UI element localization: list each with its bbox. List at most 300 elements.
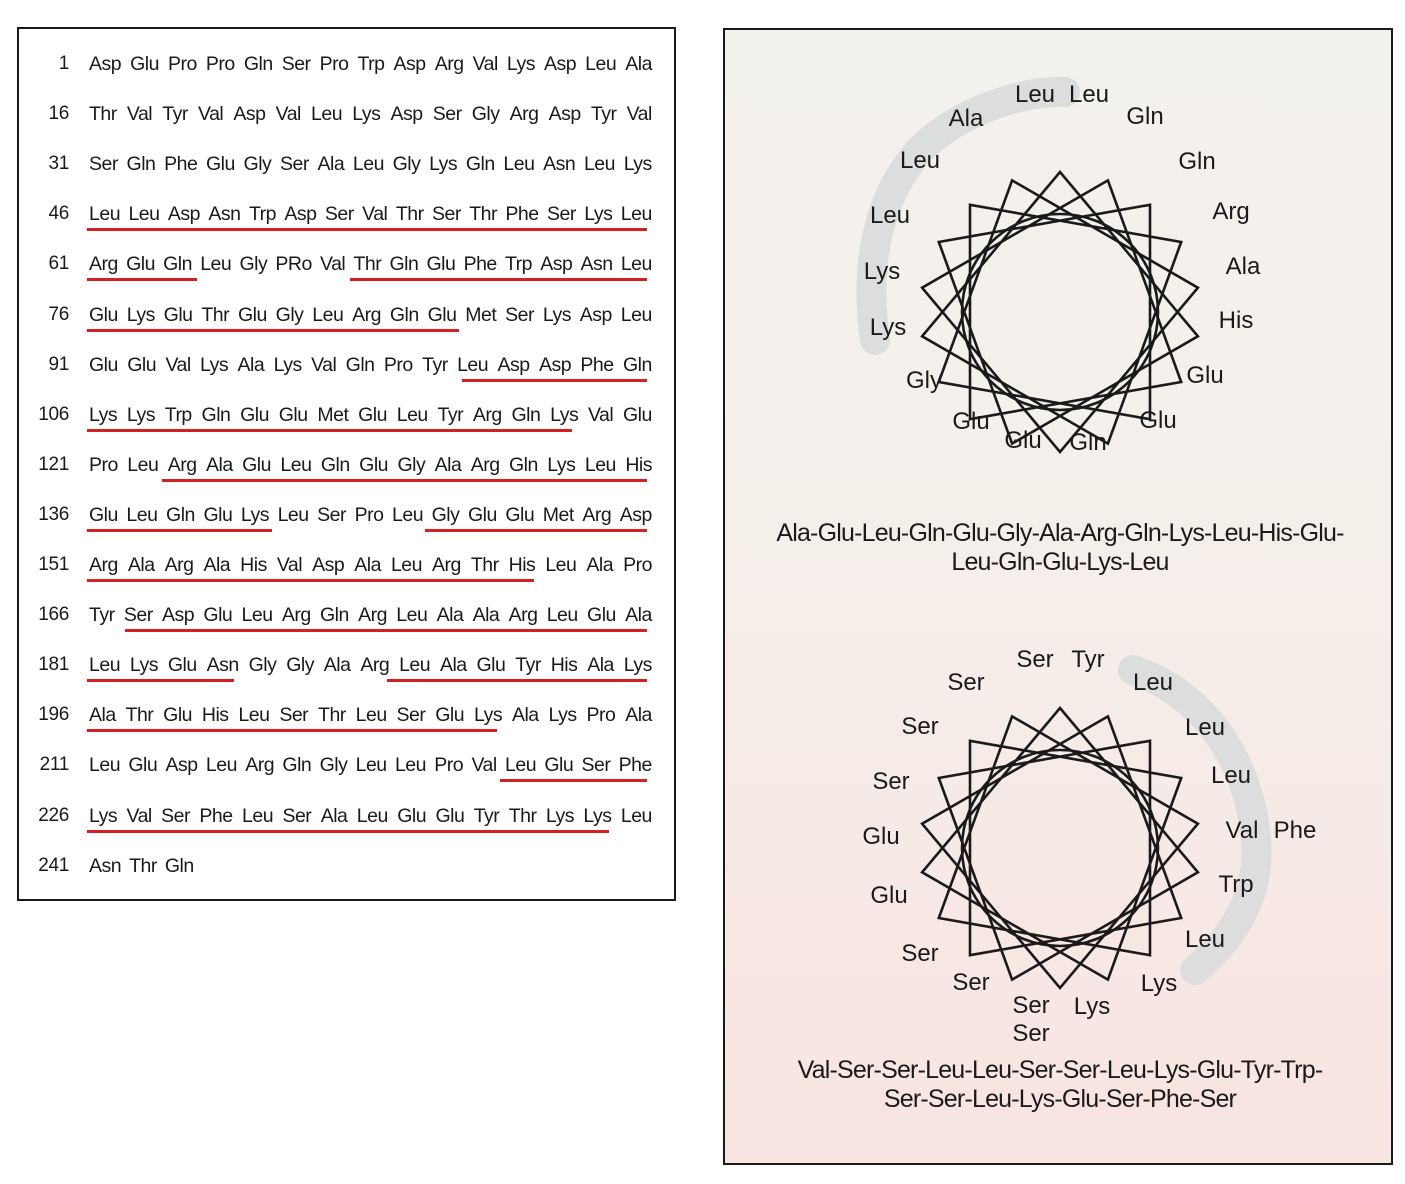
- residue: Asp: [165, 754, 198, 777]
- residue: Glu: [435, 804, 465, 827]
- residue: Gln: [622, 353, 652, 376]
- wheel-2-sequence: [725, 1056, 1395, 1114]
- helix-region-underline: [87, 228, 647, 231]
- residue: Lys: [129, 654, 159, 677]
- residue: Glu: [358, 403, 387, 426]
- residue: Arg: [89, 554, 118, 576]
- helix-region-underline: [350, 278, 647, 281]
- residue: Ser: [431, 203, 461, 226]
- wheel-residue-label: Gln: [1178, 148, 1216, 175]
- sequence-row: [19, 653, 678, 703]
- residue-number: 151: [38, 554, 69, 575]
- residue: Leu: [280, 453, 312, 476]
- residue: Glu: [240, 403, 269, 426]
- residue: Pro: [168, 53, 197, 75]
- residue-number: 211: [39, 754, 69, 776]
- residue: Ser: [281, 53, 311, 75]
- helical-wheel-panel: [723, 28, 1393, 1165]
- residue: Trp: [357, 53, 385, 75]
- residue: Leu: [620, 203, 652, 226]
- helix-region-underline: [462, 379, 647, 382]
- residue: Gly: [471, 103, 500, 126]
- wheel-residue-label: Leu: [1132, 669, 1174, 696]
- residue: Lys: [506, 53, 535, 75]
- residue: Tyr: [437, 403, 464, 426]
- residue-list: [89, 152, 652, 176]
- residue: Ala: [203, 554, 231, 576]
- residue: Glu: [203, 604, 233, 627]
- helix-region-underline: [87, 679, 234, 682]
- residue: Met: [317, 403, 349, 426]
- sequence-row: [19, 553, 678, 603]
- residue: Thr: [129, 854, 157, 877]
- sequence-row: [19, 202, 678, 252]
- residue: Leu: [242, 804, 274, 827]
- residue: Ala: [434, 453, 462, 476]
- residue: Ala: [625, 53, 652, 75]
- residue: Gly: [431, 503, 460, 526]
- residue: Glu: [237, 303, 267, 326]
- residue: Val: [276, 554, 303, 576]
- residue: Arg: [434, 53, 464, 75]
- residue: Gln: [282, 754, 312, 777]
- residue: Gly: [243, 153, 272, 176]
- helical-wheel-2: [862, 646, 1316, 1047]
- residue: Leu: [503, 153, 535, 176]
- residue: Asn: [543, 153, 576, 176]
- residue: Arg: [509, 103, 539, 126]
- residue: Pro: [383, 353, 413, 376]
- residue-list: [89, 202, 652, 226]
- residue: Ala: [320, 804, 348, 827]
- residue: Ala: [354, 554, 381, 576]
- residue-number: 46: [48, 203, 69, 225]
- residue: Thr: [318, 704, 346, 727]
- residue: Lys: [240, 503, 269, 526]
- residue: Thr: [508, 804, 537, 827]
- residue: Val: [626, 103, 652, 126]
- residue: Pro: [319, 53, 349, 75]
- wheel-residue-label: Leu: [1184, 926, 1226, 953]
- residue: Lys: [542, 303, 571, 326]
- residue: Pro: [586, 704, 616, 727]
- residue-list: [89, 303, 652, 327]
- wheel-residue-label: Glu: [1004, 427, 1042, 454]
- residue: Gln: [345, 353, 375, 376]
- residue-number: 226: [38, 804, 69, 826]
- residue: Ala: [439, 654, 467, 677]
- residue-list: [89, 703, 652, 727]
- residue: Val: [471, 754, 497, 777]
- wheel-residue-label: Ser: [1012, 1020, 1050, 1047]
- residue: Ser: [282, 804, 312, 827]
- helix-region-underline: [500, 779, 647, 782]
- wheel-residue-label: Leu: [1014, 81, 1056, 108]
- residue: Tyr: [590, 103, 617, 126]
- residue: His: [201, 704, 229, 727]
- wheel-1-sequence: [725, 519, 1395, 577]
- residue: Ser: [279, 153, 309, 176]
- wheel-residue-label: Leu: [899, 147, 941, 174]
- residue: Ser: [89, 153, 118, 176]
- residue: Lys: [623, 153, 652, 176]
- wheel-residue-label: Gly: [906, 367, 942, 394]
- residue: Glu: [128, 754, 158, 777]
- residue: Lys: [473, 704, 503, 727]
- residue-number: 106: [38, 403, 69, 425]
- sequence-row: [19, 453, 678, 503]
- wheel-inner-circle: [962, 750, 1158, 946]
- residue: Gly: [397, 453, 426, 476]
- residue: Leu: [396, 403, 428, 426]
- residue: Arg: [167, 453, 197, 476]
- residue: Trp: [164, 403, 192, 426]
- residue: Asp: [233, 103, 266, 126]
- residue-number: 16: [48, 103, 69, 125]
- residue: Arg: [472, 403, 502, 426]
- residue: Val: [472, 53, 498, 75]
- residue: Val: [126, 103, 153, 126]
- residue-number: 181: [38, 654, 69, 676]
- residue: Arg: [432, 554, 461, 576]
- helix-region-underline: [125, 629, 647, 632]
- residue: Leu: [238, 704, 270, 727]
- residue: Val: [362, 203, 388, 226]
- sequence-row: [19, 353, 678, 403]
- helix-region-underline: [87, 429, 572, 432]
- residue: Ala: [472, 604, 500, 627]
- residue: His: [625, 453, 652, 476]
- helix-region-underline: [162, 479, 647, 482]
- residue: Met: [542, 503, 574, 526]
- wheel-residue-label: Tyr: [1071, 646, 1105, 673]
- sequence-row: [19, 102, 678, 152]
- residue: Val: [165, 353, 191, 376]
- residue-list: [89, 603, 652, 627]
- residue-number: 241: [38, 854, 69, 876]
- residue: Gln: [509, 453, 538, 476]
- residue: Leu: [312, 303, 344, 326]
- residue-number: 91: [48, 353, 69, 375]
- wheel-residue-label: Glu: [1186, 362, 1224, 389]
- residue: Gln: [511, 403, 541, 426]
- residue: Arg: [245, 754, 275, 777]
- residue: Asp: [548, 103, 581, 126]
- residue: Leu: [457, 353, 489, 376]
- residue: Ser: [123, 604, 153, 627]
- residue-number: 121: [38, 453, 69, 475]
- residue: Leu: [241, 604, 273, 627]
- residue: Leu: [390, 554, 422, 576]
- residue: Phe: [164, 153, 198, 176]
- residue: Asp: [312, 554, 345, 576]
- residue: Arg: [89, 253, 118, 276]
- residue-number: 61: [48, 253, 69, 275]
- residue: Arg: [582, 503, 612, 526]
- helix-region-underline: [87, 579, 534, 582]
- residue: Arg: [281, 604, 311, 627]
- residue: Glu: [435, 704, 465, 727]
- residue: Ser: [317, 503, 347, 526]
- residue: Gly: [286, 654, 314, 677]
- helical-wheel-diagrams: [725, 30, 1391, 1163]
- residue: Glu: [467, 503, 497, 526]
- residue: Ser: [324, 203, 354, 226]
- residue: His: [550, 654, 578, 677]
- wheel-2-sequence-line-1: Val-Ser-Ser-Leu-Leu-Ser-Ser-Leu-Lys-Glu-Tyr-Trp-: [797, 1056, 1323, 1084]
- sequence-panel: [17, 27, 676, 901]
- residue: Arg: [360, 654, 390, 677]
- residue: Leu: [545, 554, 577, 576]
- residue: Tyr: [473, 804, 500, 827]
- wheel-residue-label: Ala: [948, 105, 984, 132]
- residue: Glu: [359, 453, 389, 476]
- residue: Lys: [126, 303, 155, 326]
- sequence-row: [19, 703, 678, 753]
- residue: Lys: [584, 203, 613, 226]
- residue: Pro: [434, 754, 464, 777]
- wheel-residue-label: Lys: [863, 258, 901, 285]
- wheel-residue-label: Phe: [1273, 817, 1317, 844]
- wheel-residue-label: Lys: [1073, 993, 1111, 1020]
- residue: Leu: [620, 303, 652, 326]
- residue-list: [89, 252, 652, 276]
- residue: Asn: [89, 854, 122, 877]
- residue-number: 166: [38, 604, 69, 626]
- residue: Leu: [89, 203, 121, 226]
- sequence-row: [19, 804, 678, 854]
- residue: Tyr: [515, 654, 541, 677]
- wheel-residue-label: Glu: [1139, 407, 1177, 434]
- residue: Lys: [547, 453, 576, 476]
- residue: Asp: [579, 303, 612, 326]
- residue: Leu: [89, 654, 121, 677]
- residue: Asp: [284, 203, 317, 226]
- residue: Asp: [89, 53, 122, 75]
- residue: Arg: [352, 303, 382, 326]
- wheel-residue-label: Glu: [862, 823, 900, 850]
- residue: Gln: [320, 604, 349, 627]
- sequence-row: [19, 403, 678, 453]
- residue: Glu: [89, 303, 118, 326]
- wheel-residue-label: His: [1218, 307, 1254, 334]
- residue: Glu: [127, 353, 157, 376]
- residue: Leu: [127, 453, 159, 476]
- residue: Phe: [199, 804, 233, 827]
- residue: Thr: [89, 103, 117, 126]
- residue: Leu: [311, 103, 343, 126]
- residue: Val: [198, 103, 224, 126]
- residue: Ser: [581, 754, 611, 777]
- sequence-row: [19, 603, 678, 653]
- wheel-residue-label: Leu: [1184, 714, 1226, 741]
- residue: Thr: [470, 554, 499, 576]
- residue: Glu: [89, 503, 118, 526]
- wheel-residue-label: Glu: [952, 408, 990, 435]
- residue: Ala: [323, 654, 351, 677]
- residue: Glu: [203, 503, 233, 526]
- residue: Gln: [164, 854, 194, 877]
- residue: Asp: [390, 103, 423, 126]
- residue: Phe: [463, 253, 497, 276]
- residue-list: [89, 503, 652, 527]
- residue: Thr: [395, 203, 424, 226]
- residue: Leu: [355, 704, 387, 727]
- wheel-residue-label: Gln: [1126, 103, 1164, 130]
- residue-list: [89, 353, 652, 377]
- residue: Ala: [127, 554, 155, 576]
- residue: Lys: [583, 804, 612, 827]
- residue: Thr: [469, 203, 497, 226]
- sequence-row: [19, 252, 678, 302]
- residue: Ala: [317, 153, 345, 176]
- residue: Pro: [354, 503, 384, 526]
- residue: Gln: [126, 153, 156, 176]
- sequence-row: [19, 753, 678, 803]
- wheel-residue-label: Ser: [947, 669, 985, 696]
- residue: Gln: [166, 503, 195, 526]
- residue: Asp: [619, 503, 652, 526]
- residue: Leu: [620, 253, 652, 276]
- wheel-residue-label: Leu: [869, 202, 911, 229]
- residue: Asp: [167, 203, 201, 226]
- residue: Glu: [587, 604, 616, 627]
- residue: Val: [587, 403, 614, 426]
- residue: Ala: [586, 554, 614, 576]
- residue: Leu: [205, 754, 237, 777]
- residue: Asp: [540, 253, 573, 276]
- residue: Asp: [497, 353, 530, 376]
- residue-list: [89, 653, 652, 677]
- wheel-residue-label: Leu: [1210, 762, 1252, 789]
- wheel-residue-label: Leu: [1068, 81, 1110, 108]
- helical-wheel-1: [864, 81, 1261, 456]
- residue: Lys: [273, 353, 302, 376]
- residue: Arg: [164, 554, 194, 576]
- residue: Gln: [243, 53, 273, 75]
- residue: Gln: [465, 153, 495, 176]
- residue: Val: [320, 253, 346, 276]
- residue: Asp: [162, 604, 195, 627]
- residue-list: [89, 52, 652, 76]
- wheel-residue-label: Ser: [872, 768, 910, 795]
- sequence-row: [19, 152, 678, 202]
- residue: Lys: [545, 804, 574, 827]
- residue: Tyr: [162, 103, 188, 126]
- residue: Lys: [550, 403, 579, 426]
- residue: Leu: [394, 754, 426, 777]
- helix-region-underline: [87, 830, 609, 833]
- residue: Glu: [505, 503, 535, 526]
- wheel-residue-label: Ala: [1225, 253, 1261, 280]
- residue: Leu: [356, 804, 388, 827]
- wheel-residue-label: Lys: [869, 314, 907, 341]
- residue: Leu: [128, 203, 160, 226]
- residue: Glu: [89, 353, 118, 376]
- residue: Leu: [505, 754, 537, 777]
- residue: Glu: [397, 804, 427, 827]
- sequence-row: [19, 854, 678, 904]
- residue: Asp: [544, 53, 577, 75]
- wheel-residue-label: Val: [1225, 817, 1259, 844]
- residue: Gly: [319, 754, 348, 777]
- residue: Leu: [200, 253, 232, 276]
- wheel-1-sequence-line-1: Ala-Glu-Leu-Gln-Glu-Gly-Ala-Arg-Gln-Lys-Leu-His-Glu-: [776, 519, 1344, 547]
- residue-number: 31: [48, 153, 69, 175]
- residue: Leu: [620, 804, 652, 827]
- residue: Ser: [547, 203, 576, 226]
- residue: Ser: [161, 804, 191, 827]
- residue: Leu: [352, 153, 384, 176]
- residue: Glu: [205, 153, 235, 176]
- wheel-residue-label: Ser: [952, 969, 990, 996]
- residue: Phe: [505, 203, 539, 226]
- wheel-residue-label: Arg: [1212, 198, 1250, 225]
- residue: Leu: [355, 754, 387, 777]
- residue: Ala: [511, 704, 539, 727]
- residue: Leu: [392, 503, 424, 526]
- residue: Gln: [163, 253, 192, 276]
- wheel-residue-label: Trp: [1218, 871, 1254, 898]
- residue: Lys: [623, 654, 652, 677]
- wheel-residue-label: Glu: [870, 882, 908, 909]
- helix-region-underline: [87, 278, 197, 281]
- residue: Ala: [206, 453, 233, 476]
- residue: Gln: [201, 403, 231, 426]
- residue: Glu: [278, 403, 308, 426]
- residue: Ala: [625, 604, 652, 627]
- residue: Thr: [201, 303, 230, 326]
- residue: Gln: [389, 253, 419, 276]
- residue: Arg: [508, 604, 538, 627]
- residue: Glu: [163, 303, 193, 326]
- residue: Lys: [89, 804, 118, 827]
- residue: Leu: [546, 604, 578, 627]
- residue: Asp: [393, 53, 426, 75]
- residue: Leu: [585, 53, 617, 75]
- sequence-row: [19, 52, 678, 102]
- residue: Val: [311, 353, 337, 376]
- sequence-row: [19, 503, 678, 553]
- residue: Glu: [426, 253, 456, 276]
- residue: Ser: [432, 103, 462, 126]
- residue: Ala: [587, 654, 614, 677]
- wheel-residue-label: Ser: [901, 713, 939, 740]
- residue: Pro: [205, 53, 235, 75]
- residue-list: [89, 854, 652, 878]
- residue: Met: [465, 303, 497, 326]
- residue: Phe: [580, 353, 614, 376]
- residue: Ala: [436, 604, 464, 627]
- residue: Lys: [429, 153, 458, 176]
- wheel-residue-label: Ser: [1012, 992, 1050, 1019]
- residue: Ala: [89, 704, 116, 727]
- wheel-2-sequence-line-2: Ser-Ser-Leu-Lys-Glu-Ser-Phe-Ser: [883, 1085, 1237, 1113]
- residue: Asn: [580, 253, 613, 276]
- residue: Phe: [618, 754, 652, 777]
- residue: Tyr: [89, 604, 115, 627]
- helix-region-underline: [425, 529, 647, 532]
- residue: Lys: [548, 704, 577, 727]
- residue: Lys: [352, 103, 381, 126]
- residue: Tyr: [422, 353, 448, 376]
- residue: Gln: [389, 303, 419, 326]
- residue-number: 136: [38, 503, 69, 525]
- residue: Val: [126, 804, 152, 827]
- wheel-residue-label: Lys: [1140, 970, 1178, 997]
- residue-list: [89, 753, 652, 777]
- residue: Pro: [89, 453, 118, 476]
